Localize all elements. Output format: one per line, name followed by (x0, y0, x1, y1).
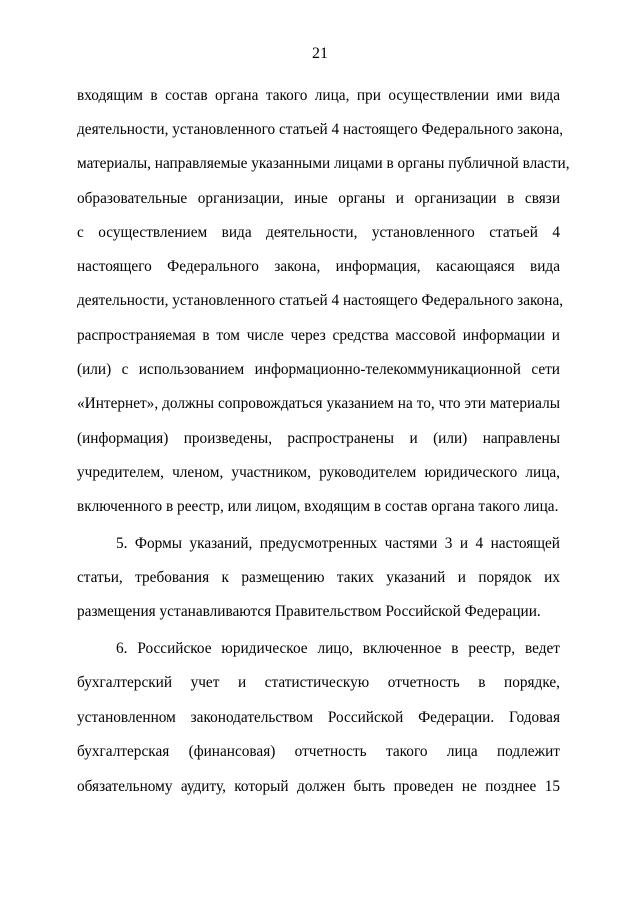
text-line: (информация) произведены, распространены и (или) направлены (77, 430, 560, 447)
text-line: размещения устанавливаются Правительством Российской Федерации. (77, 603, 541, 620)
page-number: 21 (312, 45, 328, 62)
text-line: материалы, направляемые указанными лицами в органы публичной власти, (77, 155, 570, 172)
text-line: статьи, требования к размещению таких указаний и порядок их (77, 569, 560, 586)
text-line: деятельности, установленного статьей 4 настоящего Федерального закона, (77, 121, 564, 138)
paragraph-start: 5. Формы указаний, предусмотренных частями 3 и 4 настоящей (116, 535, 560, 552)
text-line: установленном законодательством Российской Федерации. Годовая (77, 709, 560, 726)
text-line: учредителем, членом, участником, руководителем юридического лица, (77, 464, 560, 481)
text-line: входящим в состав органа такого лица, при осуществлении ими вида (77, 87, 560, 104)
text-line: обязательному аудиту, который должен быть проведен не позднее 15 (77, 778, 560, 795)
text-line: включенного в реестр, или лицом, входящим в состав органа такого лица. (77, 498, 559, 515)
paragraph-start: 6. Российское юридическое лицо, включенное в реестр, ведет (116, 640, 560, 657)
text-line: «Интернет», должны сопровождаться указанием на то, что эти материалы (77, 395, 560, 412)
text-line: с осуществлением вида деятельности, установленного статьей 4 (77, 224, 560, 241)
text-line: деятельности, установленного статьей 4 настоящего Федерального закона, (77, 292, 564, 309)
text-line: образовательные организации, иные органы и организации в связи (77, 190, 560, 207)
text-line: бухгалтерская (финансовая) отчетность такого лица подлежит (77, 743, 560, 760)
text-line: распространяемая в том числе через средства массовой информации и (77, 327, 560, 344)
text-line: (или) с использованием информационно-телекоммуникационной сети (77, 361, 560, 378)
text-line: настоящего Федерального закона, информация, касающаяся вида (77, 258, 560, 275)
text-line: бухгалтерский учет и статистическую отчетность в порядке, (77, 674, 560, 691)
